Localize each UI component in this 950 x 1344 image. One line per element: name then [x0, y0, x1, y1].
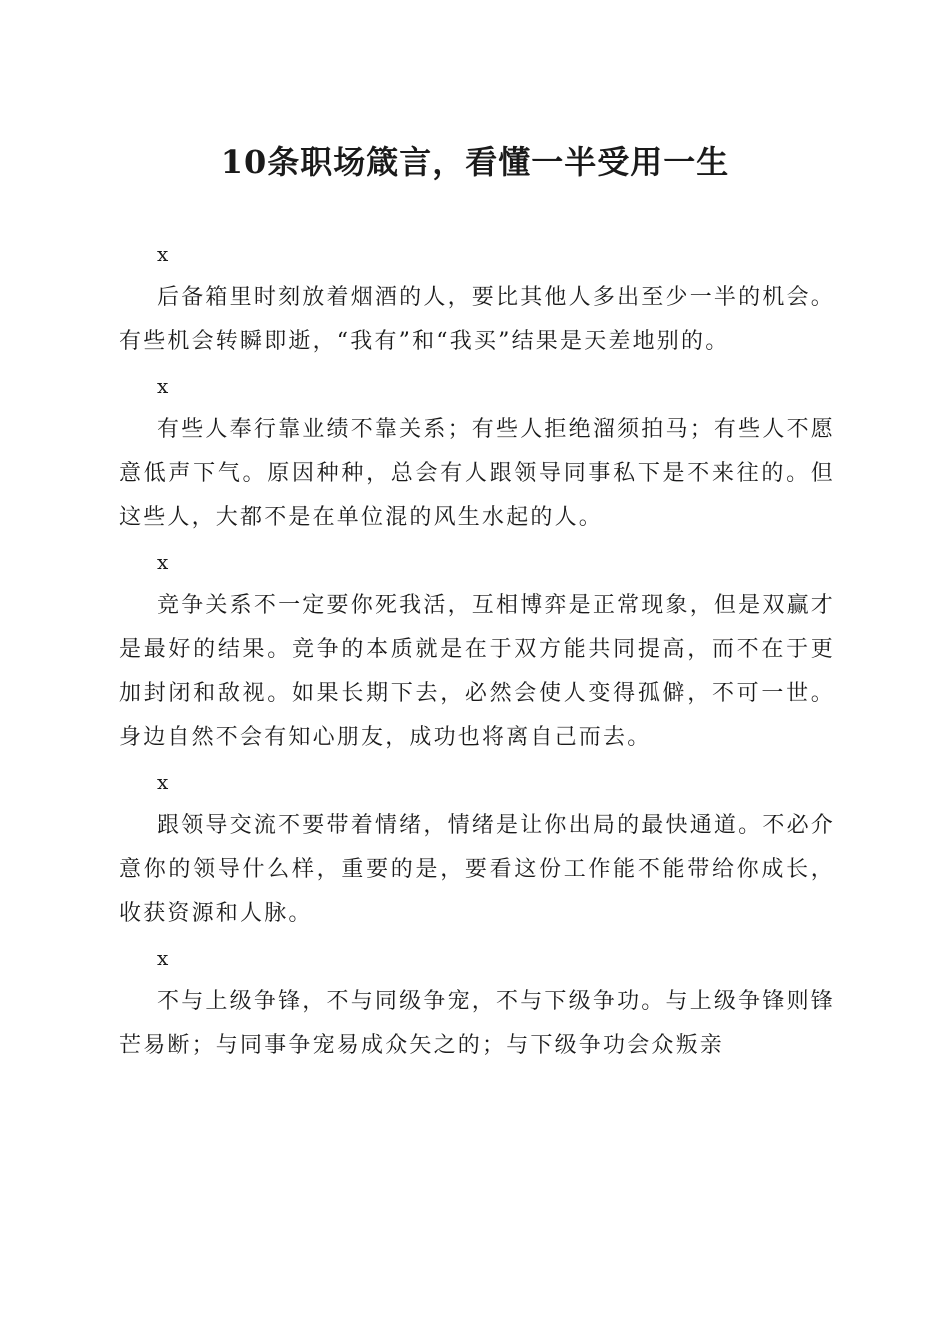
section-marker: x	[157, 550, 169, 574]
section-paragraph: 后备箱里时刻放着烟酒的人，要比其他人多出至少一半的机会。有些机会转瞬即逝，“我有”和“我买”结果是天差地别的。	[119, 285, 835, 354]
section-paragraph: 有些人奉行靠业绩不靠关系；有些人拒绝溜须拍马；有些人不愿意低声下气。原因种种，总会有人跟领导同事私下是不来往的。但这些人，大都不是在单位混的风生水起的人。	[119, 417, 835, 530]
section-paragraph: 不与上级争锋，不与同级争宠，不与下级争功。与上级争锋则锋芒易断；与同事争宠易成众矢之的；与下级争功会众叛亲	[119, 989, 835, 1058]
section-paragraph: 竞争关系不一定要你死我活，互相博弈是正常现象，但是双赢才是最好的结果。竞争的本质就是在于双方能共同提高，而不在于更加封闭和敌视。如果长期下去，必然会使人变得孤僻，不可一世。身边自然不会有知心朋友，成功也将离自己而去。	[119, 593, 835, 750]
section	[119, 936, 835, 1068]
section-marker: x	[157, 770, 169, 794]
section	[119, 760, 835, 936]
section	[119, 540, 835, 760]
section-paragraph: 跟领导交流不要带着情绪，情绪是让你出局的最快通道。不必介意你的领导什么样，重要的是，要看这份工作能不能带给你成长，收获资源和人脉。	[119, 813, 835, 926]
document-title: 10条职场箴言，看懂一半受用一生	[220, 143, 730, 181]
section-marker: x	[157, 946, 169, 970]
section-marker: x	[157, 242, 169, 266]
document-body	[119, 232, 835, 1068]
section-marker: x	[157, 374, 169, 398]
section	[119, 364, 835, 540]
section	[119, 232, 835, 364]
